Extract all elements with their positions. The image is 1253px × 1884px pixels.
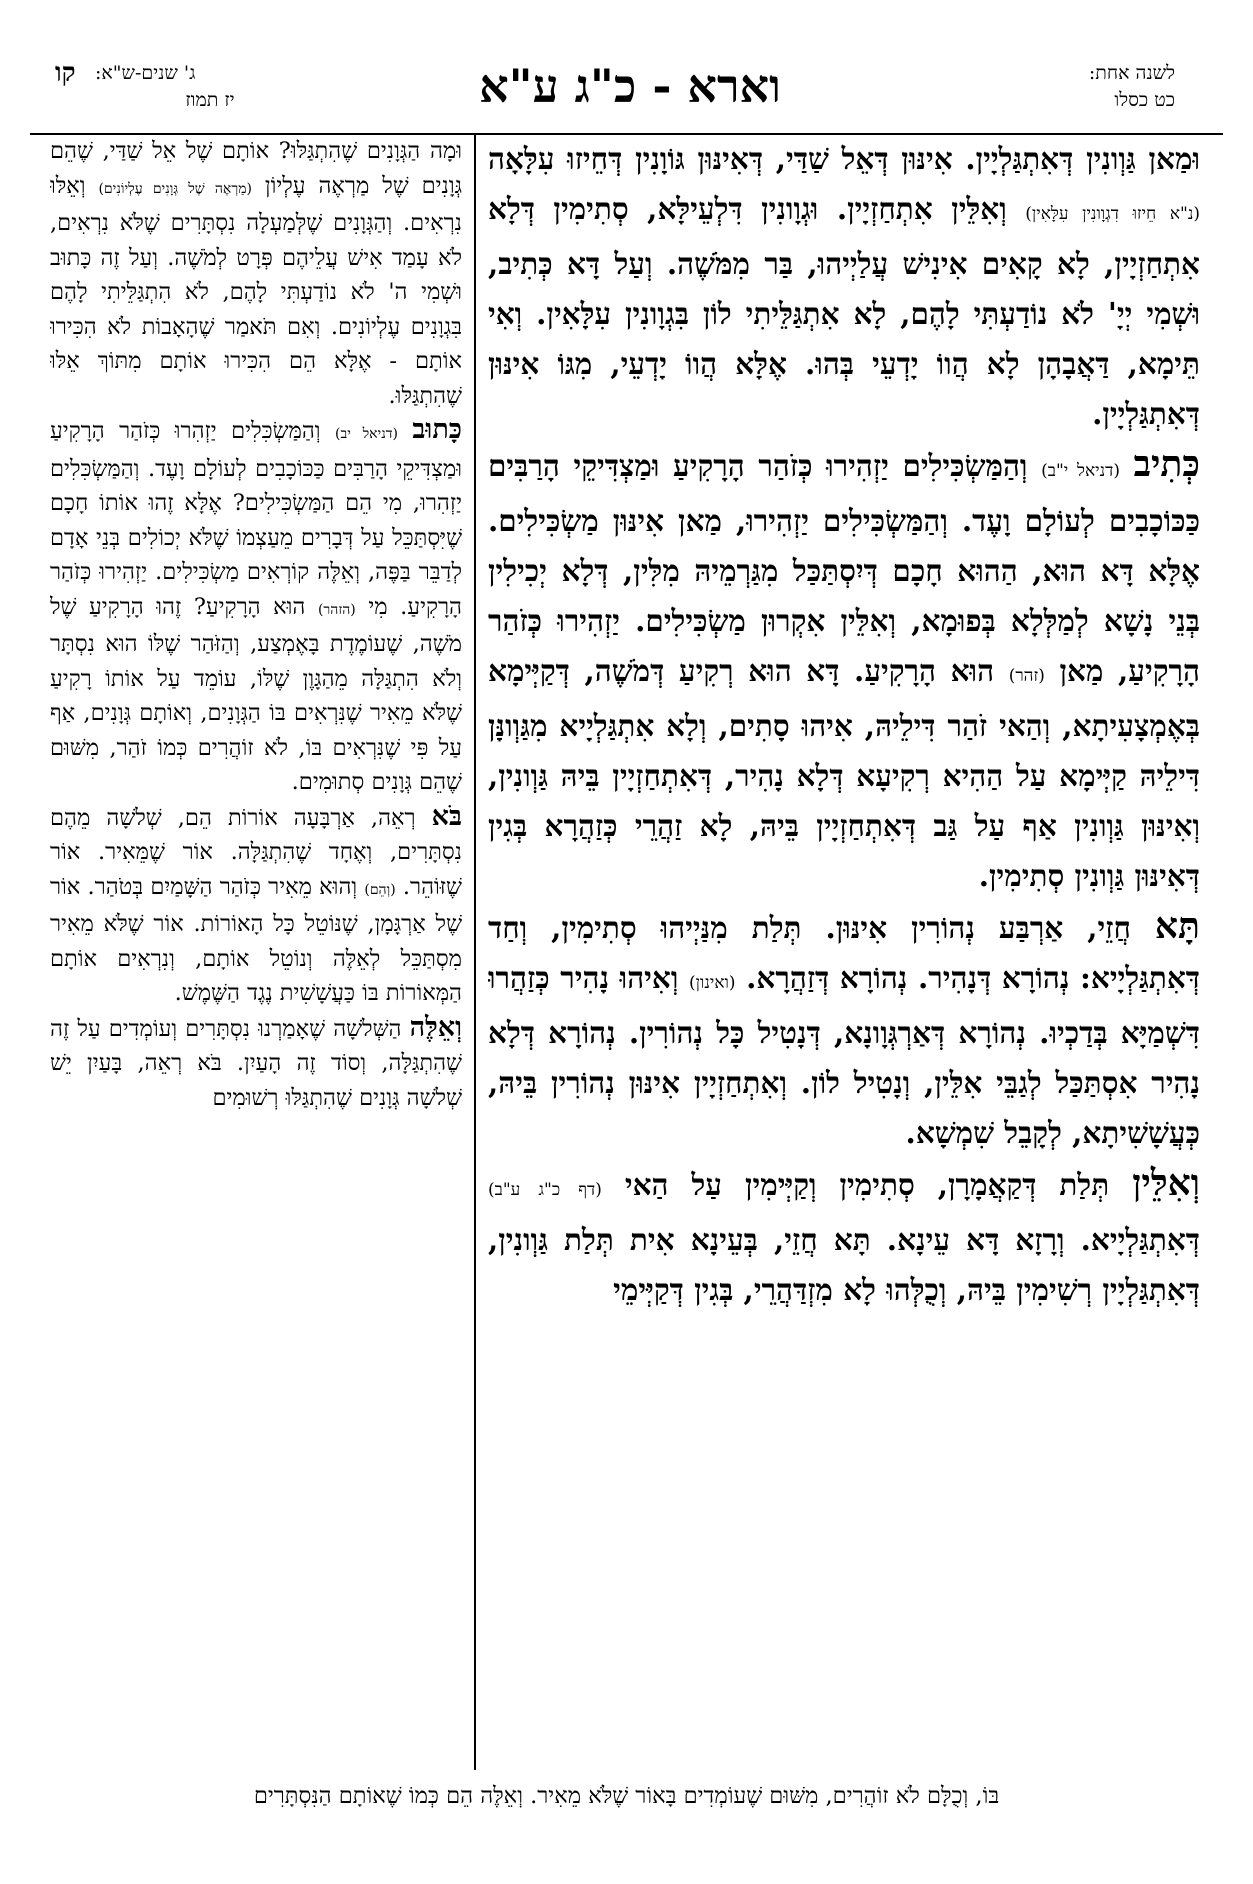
text-run: דְּאִתְגַּלְיָיא. וְרָזָא דָּא עֵינָא. תָּא חֲזֵי, בְּעֵינָא אִית תְּלַת גַּוְונִין, דְּאִתְגַּלְיָין רְשִׁימִין בֵּיהּ, וְכֻלְּהוּ לָא מִזְדַּהֲרֵי, בְּגִין דְּקַיְּימֵי	[488, 1222, 1200, 1307]
text-run: וּמָה הַגְּוָנִים שֶׁהִתְגַּלּוּ? אוֹתָם שֶׁל אֵל שַׁדַּי, שֶׁהֵם גְּוָנִים שֶׁל מַרְאֶה עֶלְיוֹן	[50, 138, 462, 199]
header-study-cycle-one-year	[975, 60, 1175, 132]
text-run: וְאֵלּוּ נִרְאִים. וְהַגְּוָנִים שֶׁלְּמַעְלָה נִסְתָּרִים שֶׁלֹּא נִרְאִים, לֹא עָמַד אִישׁ עֲלֵיהֶם פְּרָט לְמֹשֶׁה. וְעַל זֶה כָּתוּב וּשְׁמִי ה' לֹא נוֹדַעְתִּי לָהֶם, לֹא הִתְגַּלֵּיתִי לָהֶם בִּגְוָנִים עֶלְיוֹנִים. וְאִם תֹּאמַר שֶׁהָאָבוֹת לֹא הִכִּירוּ אוֹתָם - אֶלָּא הֵם הִכִּירוּ אוֹתָם מִתּוֹךְ אֵלּוּ שֶׁהִתְגַּלּוּ.	[50, 172, 462, 409]
text-run: וְהַמַּשְׂכִּילִים יַזְהִירוּ כְּזֹהַר הָרָקִיעַ וּמַצְדִּיקֵי הָרַבִּים כַּכּוֹכָבִים לְעוֹלָם וָעֶד. וְהַמַּשְׂכִּילִים יַזְהִירוּ, מַאן אִינּוּן מַשְׂכִּילִים. אֶלָּא דָּא הוּא, הַהוּא חָכָם דְּיִסְתַּכַּל מִגַּרְמֵיהּ מִלִּין, דְּלָא יְכִילִין בְּנֵי נָשָׁא לְמַלְּלָא בְּפוּמָא, וְאִלֵּין אִקְרוּן מַשְׂכִּילִים. יַזְהִירוּ כְּזֹהַר הָרָקִיעַ, מַאן	[488, 448, 1200, 688]
header-study-cycle-three-years	[55, 58, 325, 132]
hebrew-translation-column	[50, 134, 462, 1774]
header-cycle-date-2: יז תמוז	[185, 89, 235, 111]
text-run: וְאִיהוּ נָהִיר כְּזַהֲרוּ דִּשְׁמַיָּא בְּדַכְיוּ. נְהוֹרָא דְּאַרְגְּוָונָא, דְּנָטִיל כָּל נְהוֹרִין. נְהוֹרָא דְּלָא נָהִיר אִסְתַּכַּל לְגַבֵּי אִלֵּין, וְנָטִיל לוֹן. וְאִתְחַזְיָין אִינּוּן נְהוֹרִין בֵּיהּ, כְּעֲשָׁשִׁיתָא, לְקָבֵל שִׁמְשָׁא.	[488, 960, 1200, 1150]
column-divider	[474, 135, 476, 1770]
text-run: הוּא הָרָקִיעַ. דָּא הוּא רְקִיעַ דְּמֹשֶׁה, דְּקַיְּימָא בְּאֶמְצָעִיתָא, וְהַאי זֹהַר דִּילֵיהּ, אִיהוּ סָתִים, וְלָא אִתְגַּלְיָיא מִגַּוְונָּן דִּילֵיהּ קַיְּימָא עַל הַהִיא רְקִיעָא דְּלָא נָהִיר, דְּאִתְחַזְיָין בֵּיהּ גַּוְונִין, וְאִינּוּן גַּוְונִין אַף עַל גַּב דְּאִתְחַזְיָין בֵּיהּ, לָא זַהֲרֵי כְּזַהֲרָא בְּגִין דְּאִינּוּן גַּוְונִין סְתִימִין.	[488, 653, 1200, 893]
variant-reference: (הזהר)	[317, 601, 356, 618]
variant-reference: (ואינון)	[689, 973, 736, 993]
folio-reference: (דף כ"ג ע"ב)	[488, 1180, 602, 1200]
aramaic-paragraph-4	[488, 1158, 1200, 1315]
hebrew-paragraph-3	[50, 800, 462, 1011]
text-run: וְאִלֵּין אִתְחַזְיָין. וּגְוָונִין דִּלְעֵילָּא, סְתִימִין דְּלָא אִתְחַזְיָין, לָא קָאִים אִינִישׁ עֲלַיְיהוּ, בַּר מִמֹּשֶׁה. וְעַל דָּא כְּתִיב, וּשְׁמִי יְיָ' לֹא נוֹדַעְתִּי לָהֶם, לָא אִתְגַּלֵּיתִי לוֹן בִּגְוָונִין עִלָּאִין. וְאִי תֵּימָא, דַּאֲבָהָן לָא הֲווֹ יָדְעֵי בְּהוּ. אֶלָּא הֲווֹ יָדְעֵי, מִגּוֹ אִינּוּן דְּאִתְגַּלְיָין.	[488, 191, 1200, 431]
text-run: וּמַאן גַּוְונִין דְּאִתְגַּלְיָין. אִינּוּן דְּאֵל שַׁדַּי, דְּאִינּוּן גּוֹוָנִין דְּחֵיזוּ עִלָּאָה	[488, 141, 1200, 176]
variant-reference: (נ"א חֵיזוּ דִגְוָונִין עִלָּאִין)	[1025, 204, 1200, 224]
paragraph-lead-word: וְאֵלֶּה	[409, 1011, 462, 1043]
hebrew-paragraph-4	[50, 1011, 462, 1116]
paragraph-lead-word: תָּא	[1154, 905, 1200, 947]
text-run: הַשְּׁלֹשָׁה שֶׁאָמַרְנוּ נִסְתָּרִים וְעוֹמְדִים עַל זֶה שֶׁהִתְגַּלָּה, וְסוֹד זֶה הָעַיִן. בֹּא רְאֵה, בָּעַיִן יֵשׁ שְׁלֹשָׁה גְּוָנִים שֶׁהִתְגַּלּוּ רְשׁוּמִים	[50, 1015, 462, 1111]
header-cycle-label: לשנה אחת:	[1088, 62, 1175, 84]
text-run: הוּא הָרָקִיעַ? זֶהוּ הָרָקִיעַ שֶׁל מֹשֶׁה, שֶׁעוֹמֶדֶת בָּאֶמְצַע, וְהַזֹּהַר שֶׁלּוֹ הוּא נִסְתָּר וְלֹא הִתְגַּלָּה מֵהַגָּוֶן שֶׁלּוֹ, עוֹמֵד עַל אוֹתוֹ רָקִיעַ שֶׁלֹּא מֵאִיר שֶׁנִּרְאִים בּוֹ הַגְּוָנִים, וְאוֹתָם גְּוָנִים, אַף עַל פִּי שֶׁנִּרְאִים בּוֹ, לֹא זוֹהֲרִים כְּמוֹ זֹהַר, מִשּׁוּם שֶׁהֵם גְּוָנִים סְתוּמִים.	[50, 593, 462, 795]
continuation-line: בּוֹ, וְכֻלָּם לֹא זוֹהֲרִים, מִשּׁוּם שֶׁעוֹמְדִים בָּאוֹר שֶׁלֹּא מֵאִיר. וְאֵלֶּה הֵם כְּמוֹ שֶׁאוֹתָם הַנִּסְתָּרִים	[253, 1783, 1000, 1809]
hebrew-paragraph-2	[50, 413, 462, 800]
header-cycle-date: כט כסלו	[1114, 89, 1175, 111]
text-run: רְאֵה, אַרְבָּעָה אוֹרוֹת הֵם, שְׁלֹשָׁה מֵהֶם נִסְתָּרִים, וְאֶחָד שֶׁהִתְגַּלָּה. אוֹר שֶׁמֵּאִיר. אוֹר שֶׁזּוֹהֵר.	[50, 804, 462, 900]
page-number: קו	[55, 58, 76, 88]
verse-reference: (דניאל י"ב)	[1041, 461, 1120, 481]
paragraph-lead-word: כְּתִיב	[1133, 443, 1200, 485]
text-run: תְּלַת דְּקַאֲמָרָן, סְתִימִין וְקַיְּימִין עַל הַאי	[624, 1167, 1110, 1202]
variant-reference: (וְהֵם)	[364, 881, 396, 898]
header-cycle-label-2: ג' שנים-ש"א:	[95, 62, 196, 84]
variant-reference: (מַרְאֶה שֶׁל גְּוָנִים עֶלְיוֹנִים)	[98, 180, 252, 197]
aramaic-paragraph-2	[488, 439, 1200, 901]
aramaic-paragraph-3	[488, 901, 1200, 1158]
hebrew-paragraph-1	[50, 134, 462, 413]
paragraph-lead-word: בֹּא	[431, 800, 462, 832]
page-title: וארא - כ"ג ע"א	[479, 59, 781, 113]
paragraph-lead-word: וְאִלֵּין	[1132, 1162, 1200, 1204]
text-run: חֲזֵי, אַרְבַּע נְהוֹרִין אִינּוּן. תְּלַת מִנַּיְיהוּ סְתִימִין, וְחַד דְּאִתְגַּלְיָיא: נְהוֹרָא דְּנָהִיר. נְהוֹרָא דְּזַהֲרָא.	[488, 910, 1200, 995]
text-run: וְהוּא מֵאִיר כְּזֹהַר הַשָּׁמַיִם בְּטֹהַר. אוֹר שֶׁל אַרְגָּמָן, שֶׁנּוֹטֵל כָּל הָאוֹרוֹת. אוֹר שֶׁלֹּא מֵאִיר מִסְתַּכֵּל לְאֵלֶּה וְנוֹטֵל אוֹתָם, וְנִרְאִים אוֹתָם הַמְּאוֹרוֹת בּוֹ כַּעֲשָׁשִׁית נֶגֶד הַשֶּׁמֶשׁ.	[50, 873, 462, 1006]
text-run: וְהַמַּשְׂכִּלִים יַזְהִרוּ כְּזֹהַר הָרָקִיעַ וּמַצְדִּיקֵי הָרַבִּים כַּכּוֹכָבִים לְעוֹלָם וָעֶד. וְהַמַּשְׂכִּלִים יַזְהִרוּ, מִי הֵם הַמַּשְׂכִּילִים? אֶלָּא זֶהוּ אוֹתוֹ חָכָם שֶׁיִּסְתַּכֵּל עַל דְּבָרִים מֵעַצְמוֹ שֶׁלֹּא יְכוֹלִים בְּנֵי אָדָם לְדַבֵּר בַּפֶּה, וְאֵלֶּה קוֹרְאִים מַשְׂכִּילִים. יַזְהִירוּ כְּזֹהַר הָרָקִיעַ. מִי	[50, 418, 462, 620]
variant-reference: (זהר)	[1008, 666, 1045, 686]
verse-reference: (דניאל יב)	[335, 426, 398, 442]
paragraph-lead-word: כָּתוּב	[412, 414, 462, 445]
aramaic-text-column	[488, 134, 1200, 1774]
aramaic-paragraph-1	[488, 134, 1200, 439]
